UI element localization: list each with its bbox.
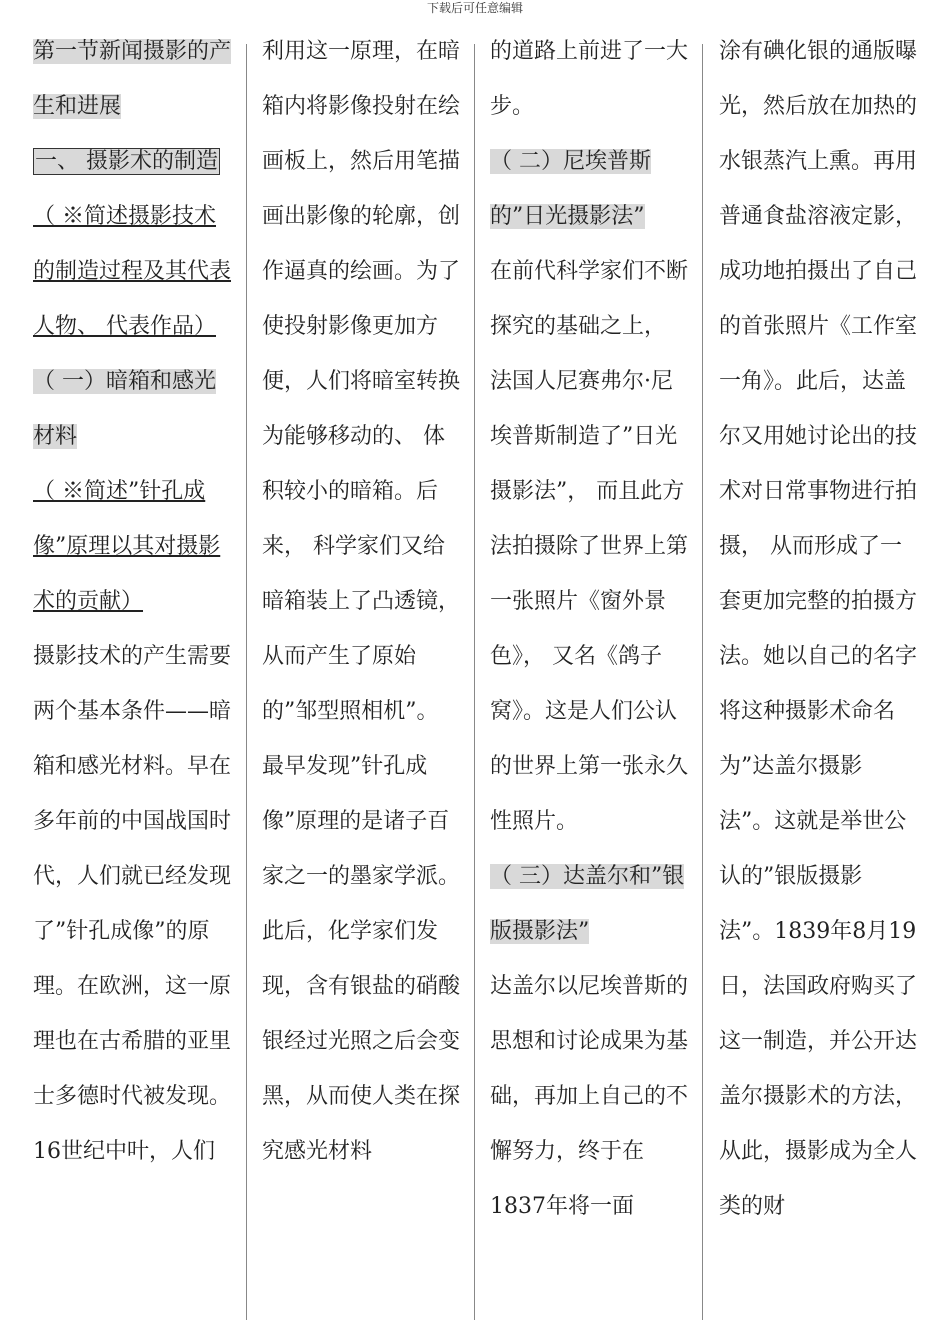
body-paragraph: 利用这一原理，在暗箱内将影像投射在绘画板上，然后用笔描画出影像的轮廓，创作逼真的绘画。为了使投射影像更加方便，人们将暗室转换为能够移动的、 体积较小的暗箱。后来， 科学家们又给暗箱装上了凸透镜，从而产生了原始的”邹型照相机”。最早发现”针孔成像”原理的是诸子百家之一的墨家学派。	[262, 39, 461, 889]
column-1	[33, 24, 231, 1320]
part-heading-3: （ 三）达盖尔和”银版摄影法”	[490, 864, 685, 944]
column-2	[262, 24, 460, 1320]
column-3	[490, 24, 688, 1320]
subsection-note: （ ※简述摄影技术的制造过程及其代表人物、 代表作品）	[33, 204, 232, 339]
part-heading-2: （ 二）尼埃普斯的”日光摄影法”	[490, 149, 651, 229]
body-paragraph: 涂有碘化银的通版曝光，然后放在加热的水银蒸汽上熏。再用普通食盐溶液定影，成功地拍摄出了自己的首张照片《工作室一角》。此后，达盖尔又用她讨论出的技术对日常事物进行拍摄， 从而形成了一套更加完整的拍摄方法。她以自己的名字将这种摄影术命名为”达盖尔摄影法”。这就是举世公认的”银版摄影法”。1839年8月19日，法国政府购买了这一制造，并公开达盖尔摄影术的方法，从此，摄影成为全人类的财	[719, 39, 918, 1219]
section-heading: 第一节新闻摄影的产生和进展	[33, 39, 232, 119]
subsection-heading: 一、 摄影术的制造	[35, 149, 218, 174]
column-4	[719, 24, 917, 1320]
part-note-1: （ ※简述”针孔成像”原理以其对摄影术的贡献）	[33, 479, 221, 614]
body-paragraph: 此后，化学家们发现，含有银盐的硝酸银经过光照之后会变黑，从而使人类在探究感光材料	[262, 919, 461, 1164]
text-columns	[0, 24, 950, 1320]
body-paragraph: 在前代科学家们不断探究的基础之上， 法国人尼赛弗尔·尼埃普斯制造了”日光摄影法”， 而且此方法拍摄除了世界上第一张照片《窗外景色》， 又名《鸽子窝》。这是人们公认的世界上第一张永久性照片。	[490, 259, 689, 834]
page-header: 下载后可任意编辑	[426, 1, 523, 15]
body-paragraph: 的道路上前进了一大步。	[490, 39, 689, 119]
body-paragraph: 达盖尔以尼埃普斯的思想和讨论成果为基础，再加上自己的不懈努力，终于在1837年将一面	[490, 974, 689, 1219]
part-heading-1: （ 一）暗箱和感光材料	[33, 369, 216, 449]
body-paragraph: 摄影技术的产生需要两个基本条件——暗箱和感光材料。早在 多年前的中国战国时代，人们就已经发现了”针孔成像”的原理。在欧洲，这一原理也在古希腊的亚里士多德时代被发现。16世纪中叶，人们	[33, 644, 232, 1164]
